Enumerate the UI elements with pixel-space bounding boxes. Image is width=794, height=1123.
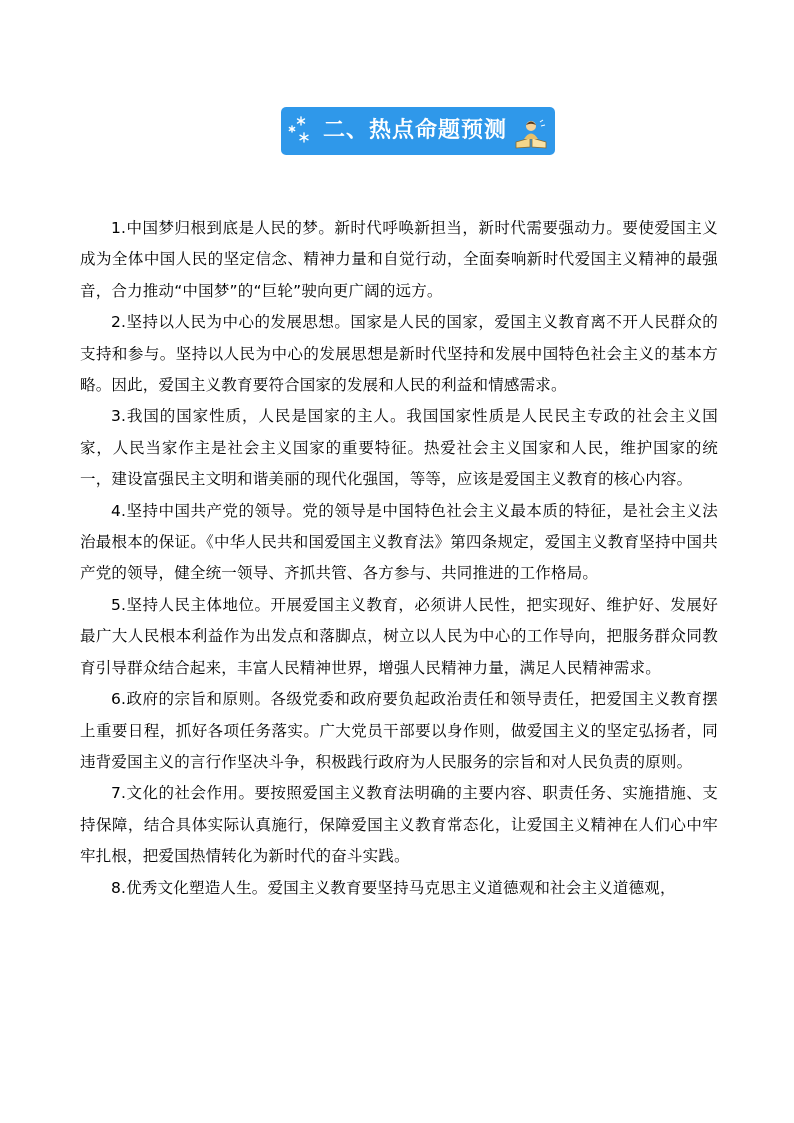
- reading-person-icon: [513, 117, 549, 149]
- snowflake-icon: [287, 115, 315, 145]
- paragraph-4: 4.坚持中国共产党的领导。党的领导是中国特色社会主义最本质的特征，是社会主义法治最根本的保证。《中华人民共和国爱国主义教育法》第四条规定，爱国主义教育坚持中国共产党的领导，健全统一领导、齐抓共管、各方参与、共同推进的工作格局。: [80, 501, 718, 583]
- paragraph-8: 8.优秀文化塑造人生。爱国主义教育要坚持马克思主义道德观和社会主义道德观，: [111, 878, 676, 897]
- paragraph-3: 3.我国的国家性质，人民是国家的主人。我国国家性质是人民民主专政的社会主义国家，人民当家作主是社会主义国家的重要特征。热爱社会主义国家和人民，维护国家的统一，建设富强民主文明和谐美丽的现代化强国，等等，应该是爱国主义教育的核心内容。: [80, 407, 718, 489]
- paragraph-2: 2.坚持以人民为中心的发展思想。国家是人民的国家，爱国主义教育离不开人民群众的支持和参与。坚持以人民为中心的发展思想是新时代坚持和发展中国特色社会主义的基本方略。因此，爱国主义教育要符合国家的发展和人民的利益和情感需求。: [80, 313, 718, 395]
- paragraph-7: 7.文化的社会作用。要按照爱国主义教育法明确的主要内容、职责任务、实施措施、支持保障，结合具体实际认真施行，保障爱国主义教育常态化，让爱国主义精神在人们心中牢牢扎根，把爱国热情转化为新时代的奋斗实践。: [80, 784, 718, 866]
- article-body: [80, 213, 718, 904]
- section-title: 二、热点命题预测: [323, 118, 508, 143]
- section-header-banner: [281, 107, 555, 155]
- paragraph-5: 5.坚持人民主体地位。开展爱国主义教育，必须讲人民性，把实现好、维护好、发展好最广大人民根本利益作为出发点和落脚点，树立以人民为中心的工作导向，把服务群众同教育引导群众结合起来，丰富人民精神世界，增强人民精神力量，满足人民精神需求。: [80, 595, 718, 677]
- paragraph-6: 6.政府的宗旨和原则。各级党委和政府要负起政治责任和领导责任，把爱国主义教育摆上重要日程，抓好各项任务落实。广大党员干部要以身作则，做爱国主义的坚定弘扬者，同违背爱国主义的言行作坚决斗争，积极践行政府为人民服务的宗旨和对人民负责的原则。: [80, 690, 718, 771]
- paragraph-1: 1.中国梦归根到底是人民的梦。新时代呼唤新担当，新时代需要强动力。要使爱国主义成为全体中国人民的坚定信念、精神力量和自觉行动，全面奏响新时代爱国主义精神的最强音，合力推动“中国梦”的“巨轮”驶向更广阔的远方。: [80, 219, 718, 300]
